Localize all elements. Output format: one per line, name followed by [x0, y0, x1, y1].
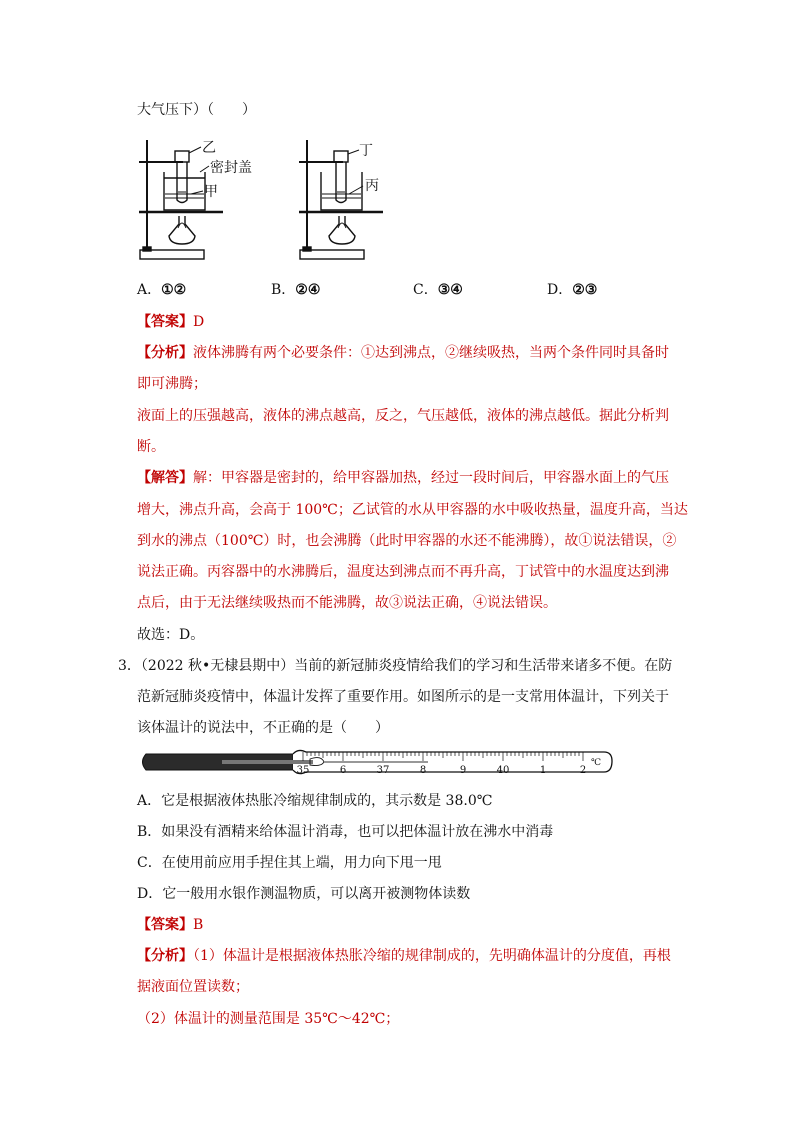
q3-analysis-line-2: 据液面位置读数；: [137, 979, 249, 995]
q2-solution-line-3: 到水的沸点（100℃）时，也会沸腾（此时甲容器的水还不能沸腾），故①说法错误，②: [137, 533, 677, 549]
q2-option-c: C．③④: [413, 282, 463, 298]
q3-answer: 【答案】B: [137, 917, 204, 933]
q2-solution-line-5: 点后，由于无法继续吸热而不能沸腾，故③说法正确，④说法错误。: [137, 595, 557, 611]
label-yi: 乙: [202, 140, 216, 156]
tick-label-36: 6: [339, 765, 347, 776]
q2-solution-line-1: 【解答】解：甲容器是密封的，给甲容器加热，经过一段时间后，甲容器水面上的气压: [137, 470, 669, 486]
tick-label-38: 8: [419, 765, 427, 776]
q3-option-a: A．它是根据液体热胀冷缩规律制成的，其示数是 38.0℃: [137, 793, 493, 809]
label-jia: 甲: [204, 184, 218, 200]
q2-conclusion: 故选：D。: [137, 627, 205, 643]
tick-label-39: 9: [459, 765, 467, 776]
tick-label-42: 2: [579, 765, 587, 776]
q3-option-c: C．在使用前应用手捏住其上端，用力向下甩一甩: [137, 855, 442, 871]
tick-label-41: 1: [539, 765, 547, 776]
q2-analysis-line-1: 【分析】液体沸腾有两个必要条件：①达到沸点，②继续吸热，当两个条件同时具备时: [137, 345, 669, 361]
label-seal-lid: 密封盖: [210, 160, 252, 176]
thermometer-figure: [138, 745, 616, 779]
q2-option-a: A．①②: [137, 282, 187, 298]
q3-analysis-line-1: 【分析】（1）体温计是根据液体热胀冷缩的规律制成的，先明确体温计的分度值，再根: [137, 948, 671, 964]
q2-solution-line-2: 增大，沸点升高，会高于 100℃；乙试管的水从甲容器的水中吸收热量，温度升高，当达: [137, 502, 688, 518]
label-bing: 丙: [365, 178, 379, 194]
thermometer-unit: ℃: [591, 758, 602, 768]
question-stem-tail: 大气压下）（ ）: [137, 102, 256, 118]
q3-option-d: D．它一般用水银作测温物质，可以离开被测物体读数: [137, 886, 471, 902]
q2-analysis-line-3: 液面上的压强越高，液体的沸点越高，反之，气压越低，液体的沸点越低。据此分析判: [137, 408, 669, 424]
q3-number: 3．: [118, 658, 141, 674]
tick-label-37: 37: [376, 765, 390, 776]
q2-option-d: D．②③: [547, 282, 598, 298]
q3-stem-line-3: 该体温计的说法中，不正确的是（ ）: [137, 720, 389, 736]
q2-analysis-line-2: 即可沸腾；: [137, 376, 207, 392]
q2-answer: 【答案】D: [137, 314, 205, 330]
q2-solution-line-4: 说法正确。丙容器中的水沸腾后，温度达到沸点而不再升高，丁试管中的水温度达到沸: [137, 564, 669, 580]
q2-analysis-line-4: 断。: [137, 439, 165, 455]
tick-label-35: 35: [296, 765, 310, 776]
label-ding: 丁: [359, 143, 373, 159]
boiling-apparatus-figure: [135, 136, 435, 266]
q3-option-b: B．如果没有酒精来给体温计消毒，也可以把体温计放在沸水中消毒: [137, 824, 554, 840]
q2-option-b: B．②④: [271, 282, 321, 298]
q3-stem-line-1: 3．（2022 秋•无棣县期中）当前的新冠肺炎疫情给我们的学习和生活带来诸多不便。在防: [118, 658, 673, 674]
q3-analysis-line-3: （2）体温计的测量范围是 35℃～42℃；: [137, 1011, 400, 1027]
q3-stem-line-2: 范新冠肺炎疫情中，体温计发挥了重要作用。如图所示的是一支常用体温计，下列关于: [137, 689, 669, 705]
tick-label-40: 40: [496, 765, 510, 776]
